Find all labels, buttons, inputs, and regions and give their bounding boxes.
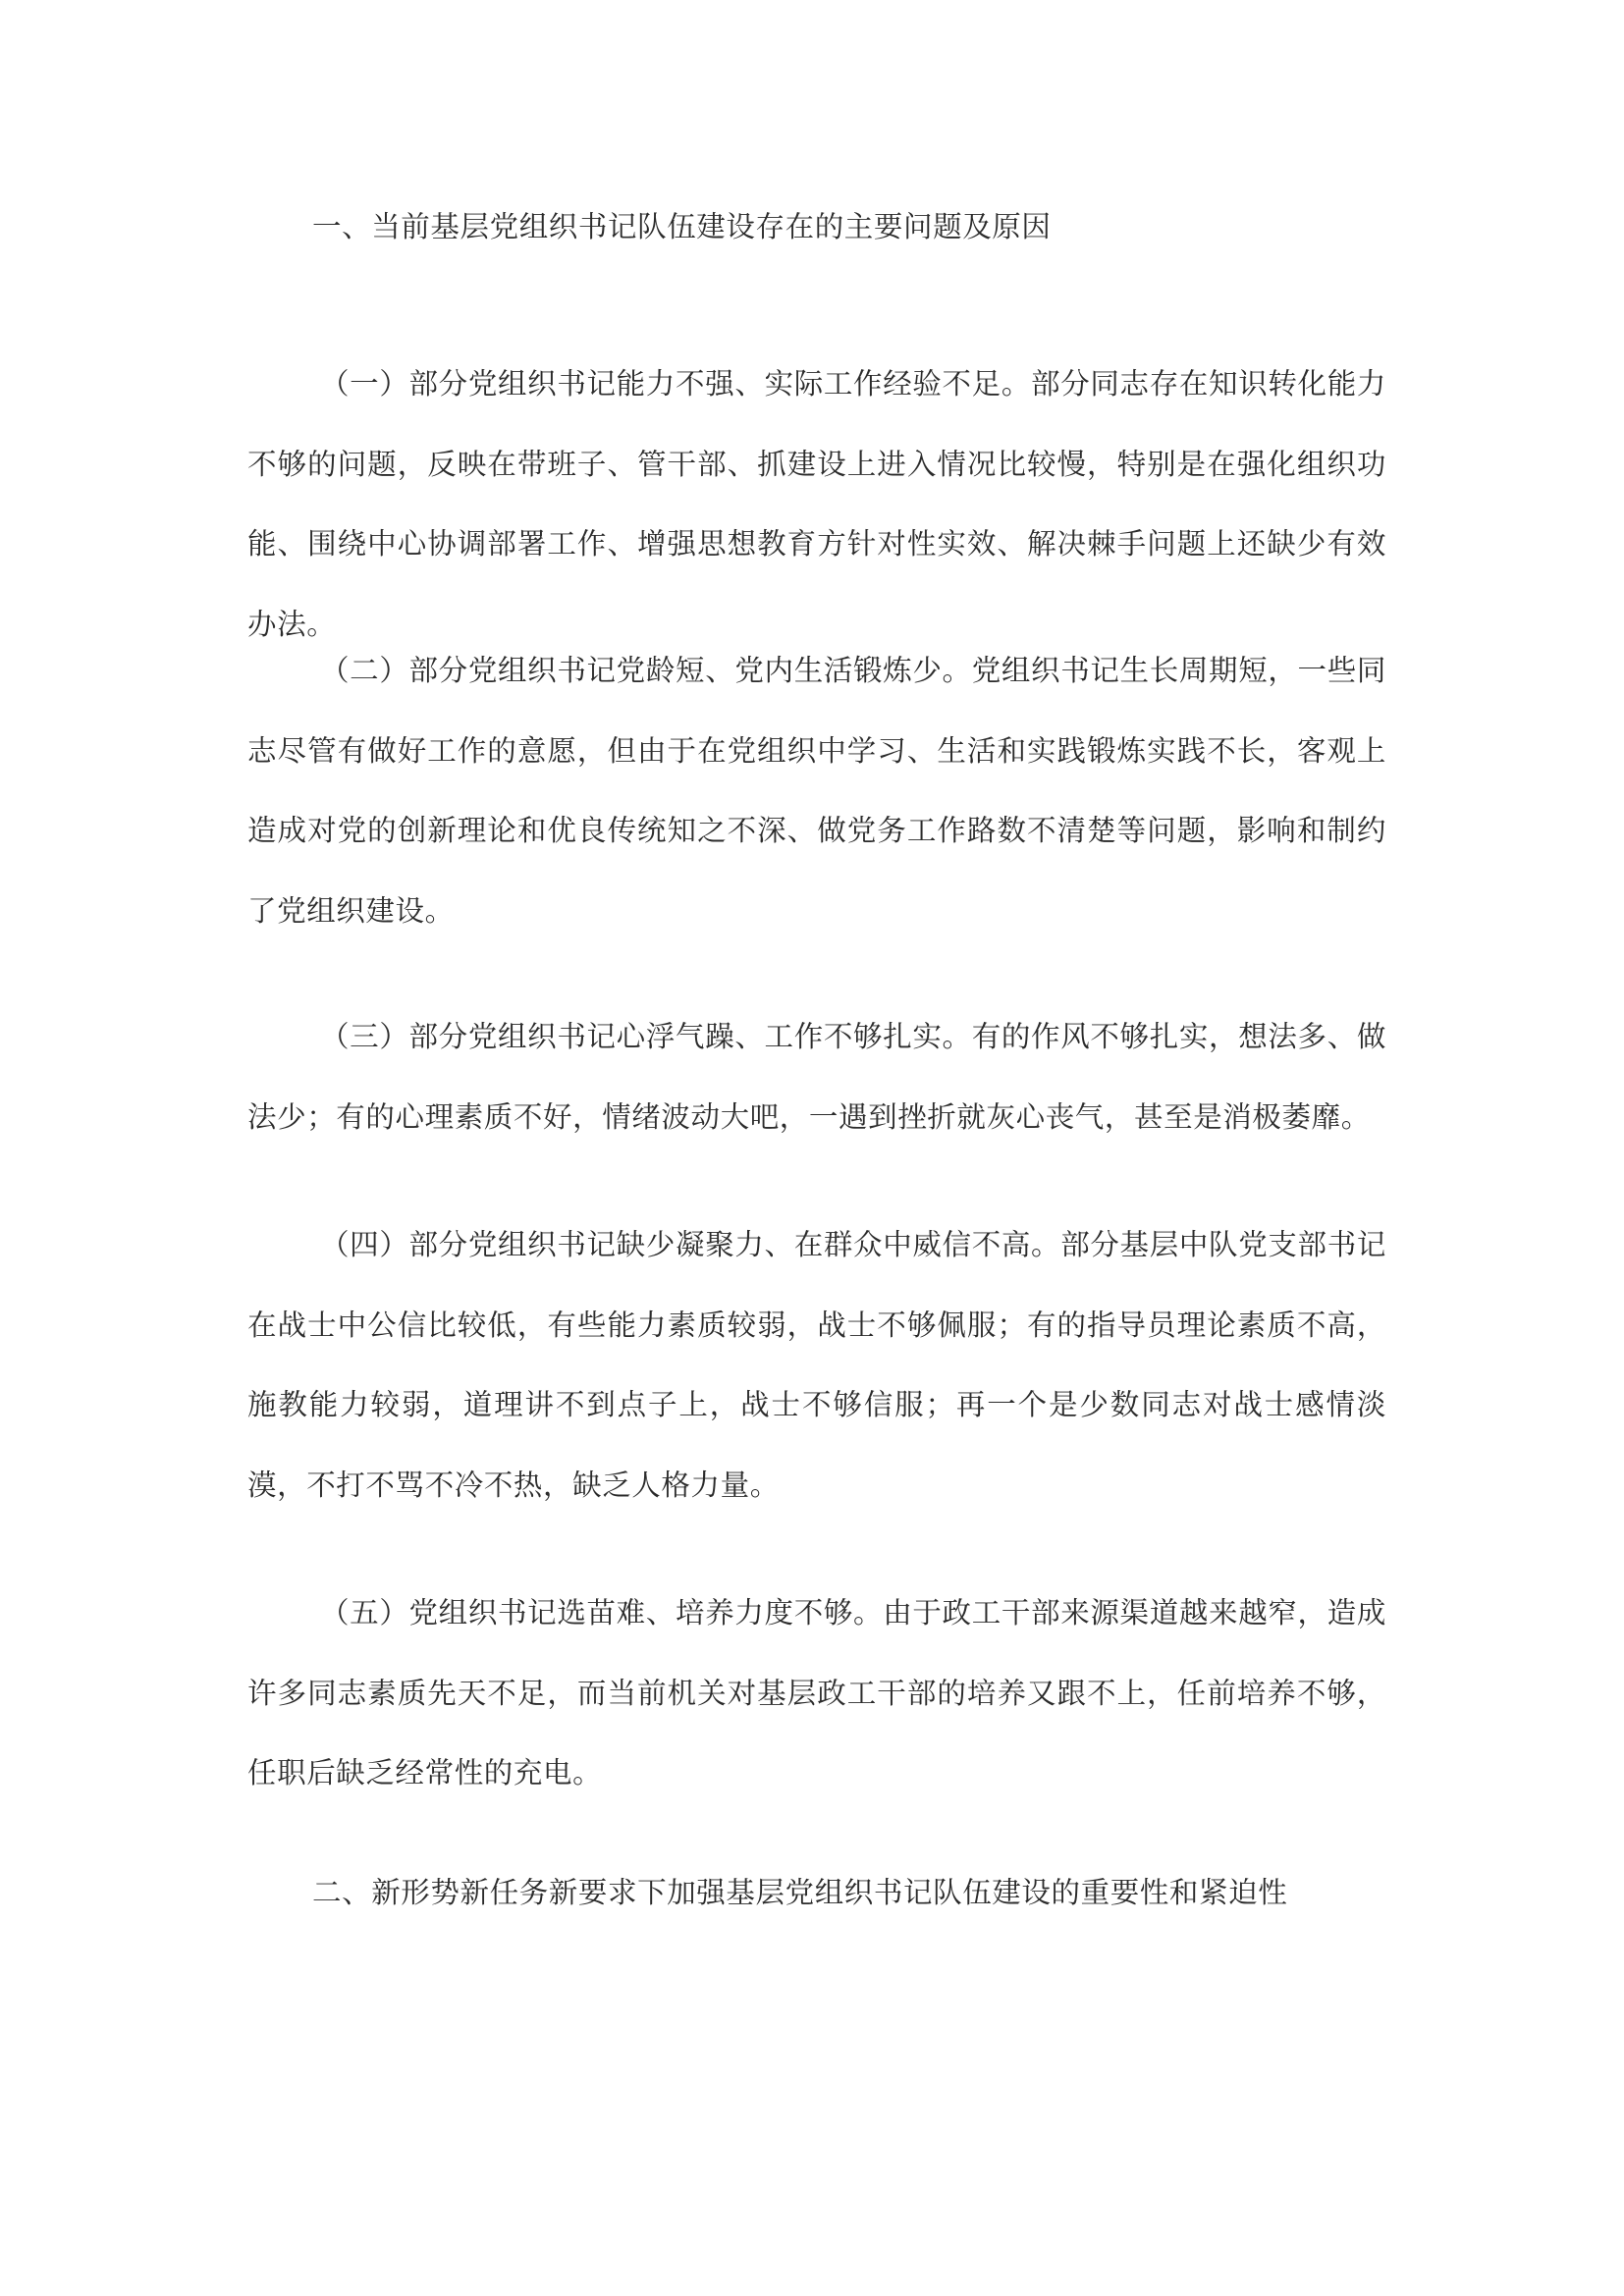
paragraph-4: （四）部分党组织书记缺少凝聚力、在群众中威信不高。部分基层中队党支部书记在战士中公信比较低，有些能力素质较弱，战士不够佩服；有的指导员理论素质不高，施教能力较弱，道理讲不到点子上，战士不够信服；再一个是少数同志对战士感情淡漠，不打不骂不冷不热，缺乏人格力量。 <box>247 1228 1386 1502</box>
section-heading-2: 二、新形势新任务新要求下加强基层党组织书记队伍建设的重要性和紧迫性 <box>312 1876 1288 1909</box>
paragraph-5: （五）党组织书记选苗难、培养力度不够。由于政工干部来源渠道越来越窄，造成许多同志素质先天不足，而当前机关对基层政工干部的培养又跟不上，任前培养不够，任职后缺乏经常性的充电。 <box>247 1596 1386 1789</box>
section-heading-1: 一、当前基层党组织书记队伍建设存在的主要问题及原因 <box>312 210 1052 243</box>
paragraph-3: （三）部分党组织书记心浮气躁、工作不够扎实。有的作风不够扎实，想法多、做法少；有的心理素质不好，情绪波动大吧，一遇到挫折就灰心丧气，甚至是消极萎靡。 <box>247 1020 1386 1134</box>
paragraph-1: （一）部分党组织书记能力不强、实际工作经验不足。部分同志存在知识转化能力不够的问题，反映在带班子、管干部、抓建设上进入情况比较慢，特别是在强化组织功能、围绕中心协调部署工作、增强思想教育方针对性实效、解决棘手问题上还缺少有效办法。 <box>247 367 1386 641</box>
paragraph-2: （二）部分党组织书记党龄短、党内生活锻炼少。党组织书记生长周期短，一些同志尽管有做好工作的意愿，但由于在党组织中学习、生活和实践锻炼实践不长，客观上造成对党的创新理论和优良传统知之不深、做党务工作路数不清楚等问题，影响和制约了党组织建设。 <box>247 654 1386 928</box>
